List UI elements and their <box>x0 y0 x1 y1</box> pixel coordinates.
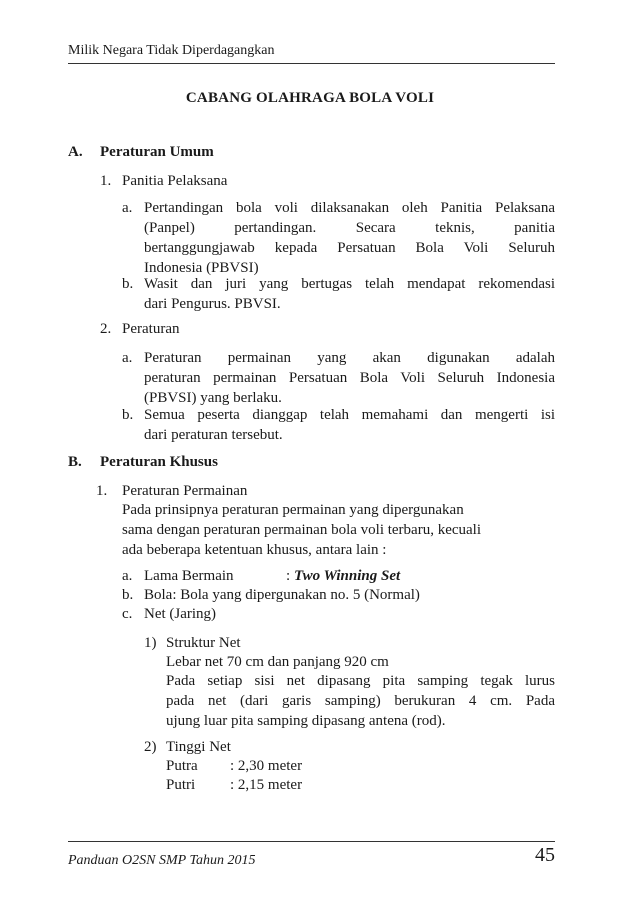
b1-label: Peraturan Permainan <box>122 483 248 499</box>
a2a-line: Peraturan permainan yang akan digunakan adalah <box>144 350 555 366</box>
b1b-letter: b. <box>122 587 134 603</box>
running-footer: Panduan O2SN SMP Tahun 2015 <box>68 853 256 868</box>
a1-label: Panitia Pelaksana <box>122 173 228 189</box>
a2b-letter: b. <box>122 407 134 423</box>
a2a-line: peraturan permainan Persatuan Bola Voli Seluruh Indonesia <box>144 370 555 386</box>
sub1-line: ujung luar pita samping dipasang antena (rod). <box>166 713 446 729</box>
sub1-line1: Lebar net 70 cm dan panjang 920 cm <box>166 654 389 670</box>
b1-intro-line: ada beberapa ketentuan khusus, antara lain : <box>122 542 387 558</box>
b1a-letter: a. <box>122 568 133 584</box>
sub1-line: pada net (dari garis samping) berukuran 4 cm. Pada <box>166 693 555 709</box>
footer-rule <box>68 841 555 842</box>
a1a-line: (Panpel) pertandingan. Secara teknis, panitia <box>144 220 555 236</box>
b1b-text: Bola: Bola yang dipergunakan no. 5 (Normal) <box>144 587 420 603</box>
sub1-paragraph <box>166 671 555 731</box>
a1a-line: Indonesia (PBVSI) <box>144 260 259 276</box>
b1a-colon: : <box>286 568 291 584</box>
sub1-number: 1) <box>144 635 157 651</box>
section-b-heading: Peraturan Khusus <box>100 454 218 470</box>
a2-label: Peraturan <box>122 321 180 337</box>
b1a-label: Lama Bermain <box>144 568 234 584</box>
sub2-label: Tinggi Net <box>166 739 231 755</box>
page-number: 45 <box>535 844 555 866</box>
b1-number: 1. <box>96 483 108 499</box>
putra-label: Putra <box>166 758 198 774</box>
a1a-paragraph <box>144 198 555 278</box>
a1b-letter: b. <box>122 276 134 292</box>
b1c-text: Net (Jaring) <box>144 606 217 622</box>
a2b-paragraph <box>144 405 555 445</box>
a1a-letter: a. <box>122 200 133 216</box>
b1a-value: Two Winning Set <box>294 568 401 584</box>
page-title: CABANG OLAHRAGA BOLA VOLI <box>185 90 435 106</box>
a2a-paragraph <box>144 348 555 408</box>
sub1-label: Struktur Net <box>166 635 241 651</box>
header-rule <box>68 63 555 64</box>
putri-label: Putri <box>166 777 196 793</box>
b1c-letter: c. <box>122 606 133 622</box>
section-b-letter: B. <box>68 454 82 470</box>
running-header: Milik Negara Tidak Diperdagangkan <box>68 43 275 58</box>
a2-number: 2. <box>100 321 112 337</box>
section-a-heading: Peraturan Umum <box>100 144 214 160</box>
a1a-line: Pertandingan bola voli dilaksanakan oleh Panitia Pelaksana <box>144 200 555 216</box>
a2a-line: (PBVSI) yang berlaku. <box>144 390 282 406</box>
a1b-paragraph <box>144 274 555 314</box>
sub1-line: Pada setiap sisi net dipasang pita samping tegak lurus <box>166 673 555 689</box>
a1a-line: bertanggungjawab kepada Persatuan Bola Voli Seluruh <box>144 240 555 256</box>
sub2-number: 2) <box>144 739 157 755</box>
putri-value: : 2,15 meter <box>230 777 303 793</box>
a2b-line: dari peraturan tersebut. <box>144 427 283 443</box>
a1b-line: Wasit dan juri yang bertugas telah mendapat rekomendasi <box>144 276 555 292</box>
b1-intro-line: Pada prinsipnya peraturan permainan yang dipergunakan <box>122 502 464 518</box>
section-a-letter: A. <box>68 144 83 160</box>
b1-intro <box>122 500 542 560</box>
a2a-letter: a. <box>122 350 133 366</box>
a1-number: 1. <box>100 173 112 189</box>
a1b-line: dari Pengurus. PBVSI. <box>144 296 281 312</box>
putra-value: : 2,30 meter <box>230 758 303 774</box>
b1-intro-line: sama dengan peraturan permainan bola voli terbaru, kecuali <box>122 522 482 538</box>
a2b-line: Semua peserta dianggap telah memahami dan mengerti isi <box>144 407 555 423</box>
